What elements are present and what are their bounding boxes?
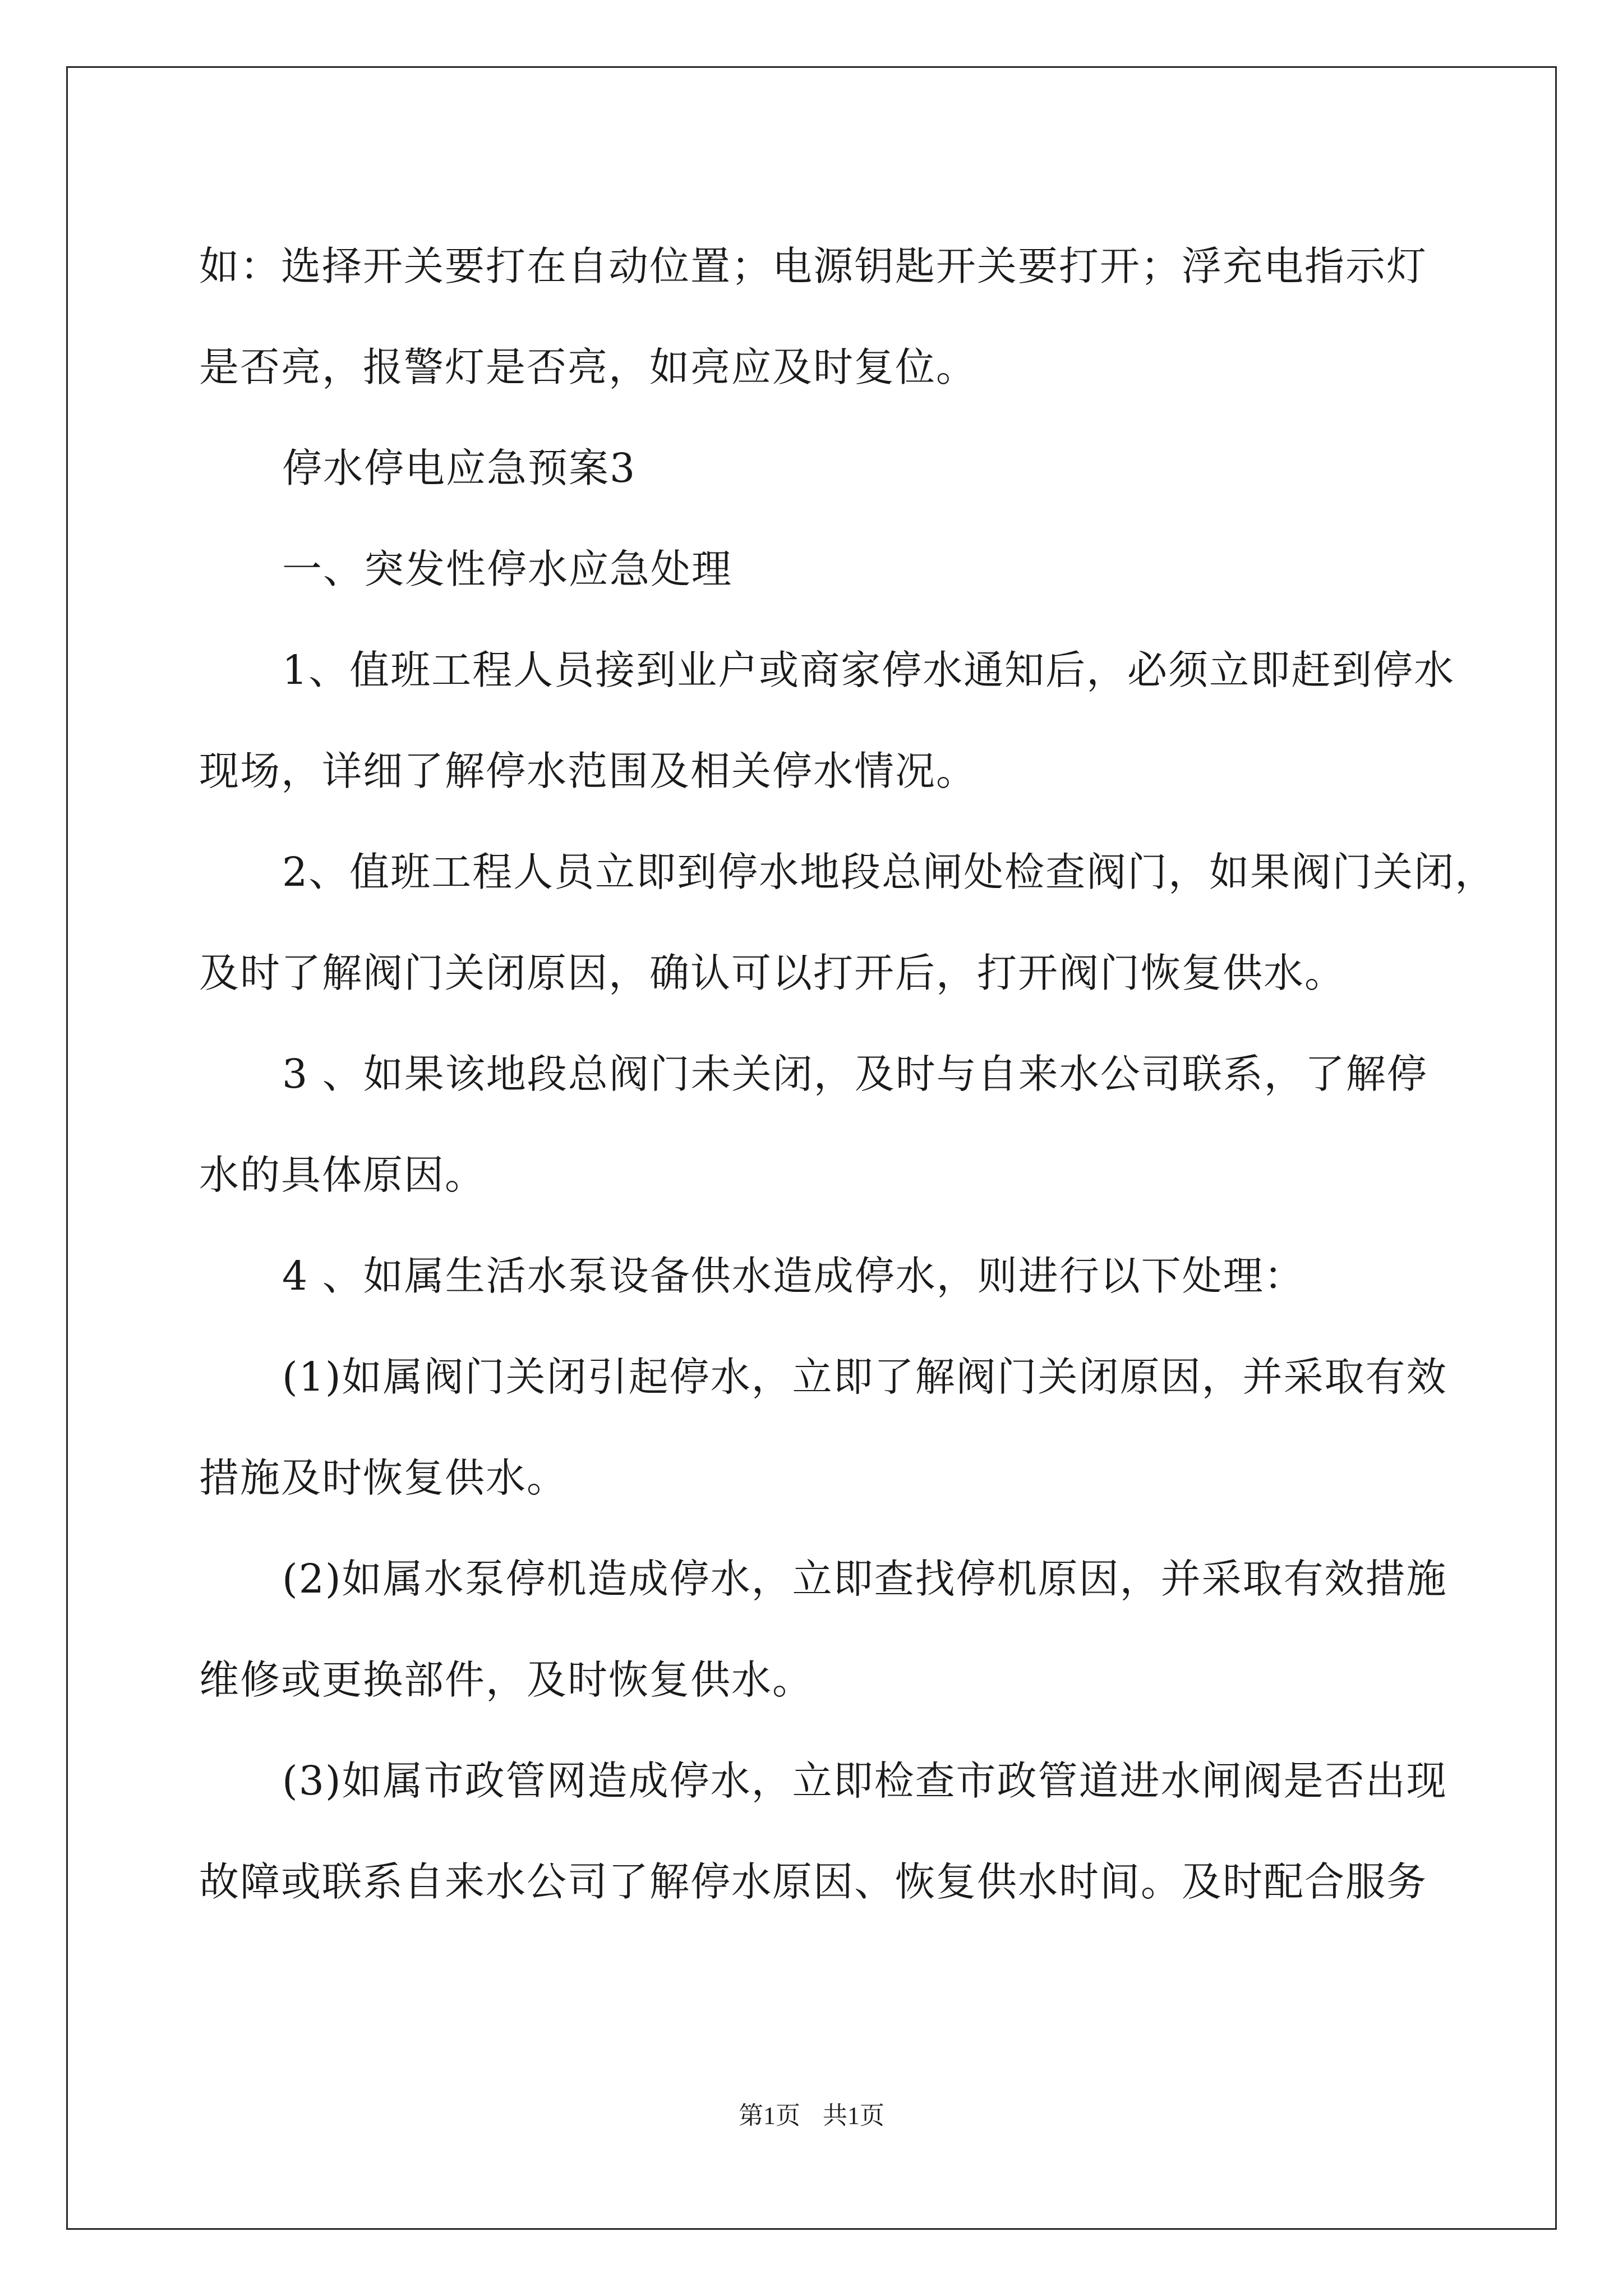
text-line-8: 及时了解阀门关闭原因，确认可以打开后，打开阀门恢复供水。 — [199, 950, 1346, 996]
text-line-11: 4 、如属生活水泵设备供水造成停水，则进行以下处理： — [282, 1253, 1305, 1299]
text-line-9: 3 、如果该地段总阀门未关闭，及时与自来水公司联系，了解停 — [282, 1051, 1428, 1097]
text-line-7: 2、值班工程人员立即到停水地段总闸处检查阀门，如果阀门关闭， — [282, 849, 1496, 895]
text-line-16: (3)如属市政管网造成停水，立即检查市政管道进水闸阀是否出现 — [282, 1757, 1447, 1804]
text-line-10: 水的具体原因。 — [199, 1152, 486, 1198]
text-line-15: 维修或更换部件，及时恢复供水。 — [199, 1657, 814, 1703]
text-line-2: 是否亮，报警灯是否亮，如亮应及时复位。 — [199, 344, 978, 390]
subsection-heading: 一、突发性停水应急处理 — [282, 546, 733, 592]
text-line-17: 故障或联系自来水公司了解停水原因、恢复供水时间。及时配合服务 — [199, 1858, 1428, 1905]
text-line-6: 现场，详细了解停水范围及相关停水情况。 — [199, 748, 978, 794]
document-body — [199, 216, 1496, 1932]
page-footer — [0, 2095, 1623, 2131]
section-title: 停水停电应急预案3 — [282, 445, 637, 491]
text-line-12: (1)如属阀门关闭引起停水，立即了解阀门关闭原因，并采取有效 — [282, 1354, 1447, 1400]
text-line-5: 1、值班工程人员接到业户或商家停水通知后，必须立即赶到停水 — [282, 647, 1455, 693]
text-line-13: 措施及时恢复供水。 — [199, 1455, 568, 1501]
page-number: 第1页 — [739, 2102, 800, 2129]
text-line-1: 如：选择开关要打在自动位置；电源钥匙开关要打开；浮充电指示灯 — [199, 243, 1428, 289]
text-line-14: (2)如属水泵停机造成停水，立即查找停机原因，并采取有效措施 — [282, 1556, 1447, 1602]
page-total: 共1页 — [823, 2102, 884, 2129]
